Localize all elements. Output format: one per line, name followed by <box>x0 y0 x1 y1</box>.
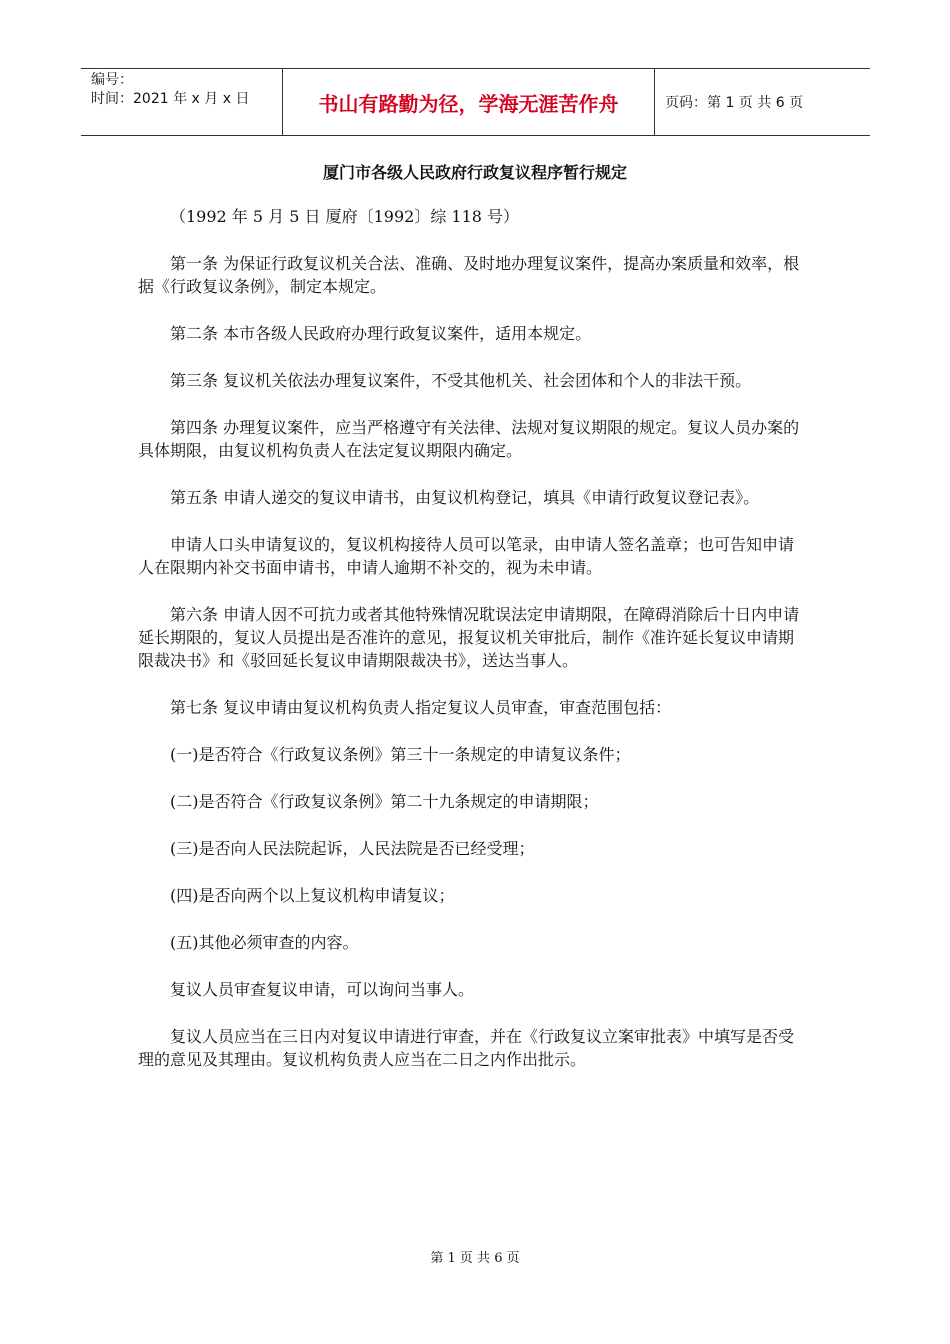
header-page-info: 页码：第 1 页 共 6 页 <box>665 95 804 111</box>
review-deadline-paragraph: 复议人员应当在三日内对复议申请进行审查，并在《行政复议立案审批表》中填写是否受理的意见及其理由。复议机构负责人应当在二日之内作出批示。 <box>138 1027 795 1069</box>
article-6: 第六条 申请人因不可抗力或者其他特殊情况耽误法定申请期限，在障碍消除后十日内申请延长期限的，复议人员提出是否准许的意见，报复议机关审批后，制作《准许延长复议申请期限裁决书》和《驳回延长复议申请期限裁决书》，送达当事人。 <box>138 605 800 670</box>
page-header <box>81 68 870 136</box>
document-date: 时间：2021 年 x 月 x 日 <box>91 91 250 107</box>
article-7-item-4: (四)是否向两个以上复议机构申请复议； <box>170 886 455 905</box>
article-7: 第七条 复议申请由复议机构负责人指定复议人员审查，审查范围包括： <box>170 698 672 717</box>
article-7-item-5: (五)其他必须审查的内容。 <box>170 933 359 952</box>
article-7-item-3: (三)是否向人民法院起诉，人民法院是否已经受理； <box>170 839 535 858</box>
article-1: 第一条 为保证行政复议机关合法、准确、及时地办理复议案件，提高办案质量和效率，根据《行政复议条例》，制定本规定。 <box>138 254 800 296</box>
article-2: 第二条 本市各级人民政府办理行政复议案件，适用本规定。 <box>170 324 592 343</box>
article-4: 第四条 办理复议案件，应当严格遵守有关法律、法规对复议期限的规定。复议人员办案的具体期限，由复议机构负责人在法定复议期限内确定。 <box>138 418 800 460</box>
header-motto: 书山有路勤为径，学海无涯苦作舟 <box>282 69 655 135</box>
review-inquiry-paragraph: 复议人员审查复议申请，可以询问当事人。 <box>170 980 475 999</box>
article-5: 第五条 申请人递交的复议申请书，由复议机构登记，填具《申请行政复议登记表》。 <box>170 488 760 507</box>
page-footer: 第 1 页 共 6 页 <box>430 1251 520 1266</box>
header-meta <box>81 69 282 135</box>
article-7-item-1: (一)是否符合《行政复议条例》第三十一条规定的申请复议条件； <box>170 745 631 764</box>
issuance-note: （1992 年 5 月 5 日 厦府〔1992〕综 118 号） <box>170 207 520 226</box>
document-number-label: 编号： <box>91 72 133 88</box>
document-body <box>138 205 803 1095</box>
article-5-oral-application: 申请人口头申请复议的，复议机构接待人员可以笔录，由申请人签名盖章；也可告知申请人在限期内补交书面申请书，申请人逾期不补交的，视为未申请。 <box>138 535 795 577</box>
article-7-item-2: (二)是否符合《行政复议条例》第二十九条规定的申请期限； <box>170 792 599 811</box>
document-title: 厦门市各级人民政府行政复议程序暂行规定 <box>322 163 627 182</box>
article-3: 第三条 复议机关依法办理复议案件，不受其他机关、社会团体和个人的非法干预。 <box>170 371 752 390</box>
